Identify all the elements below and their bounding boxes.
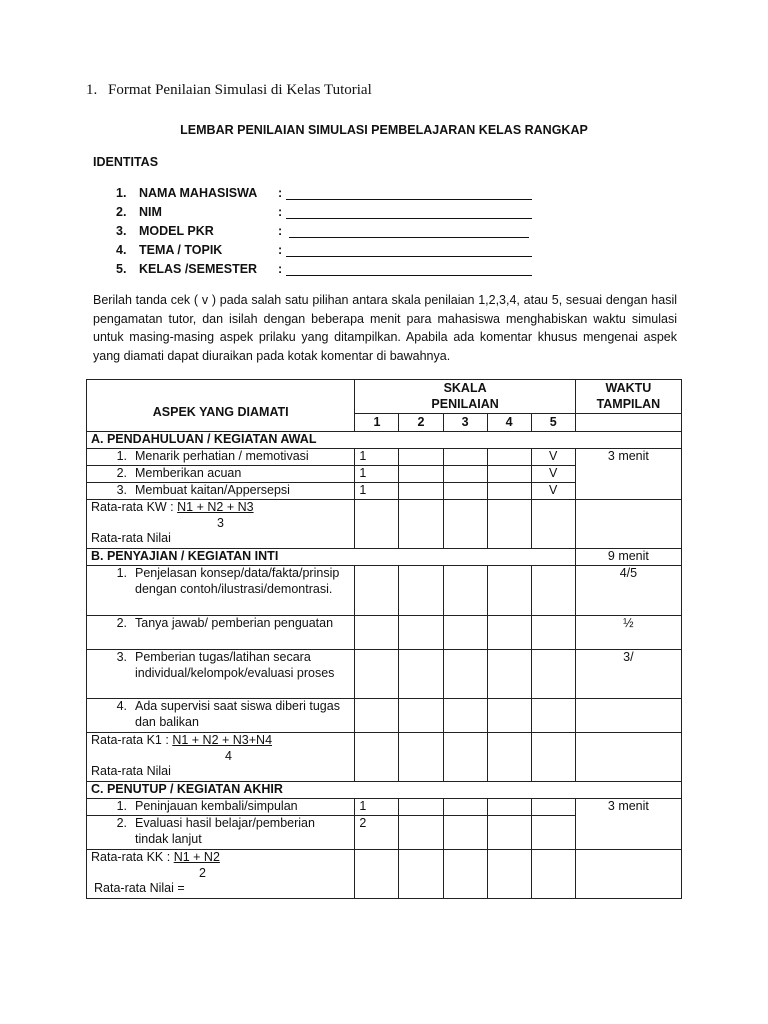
score-cell-1[interactable]: 2 [355,816,399,850]
formula-numerator: N1 + N2 [173,850,220,864]
heading-text: Format Penilaian Simulasi di Kelas Tutorial [108,82,372,98]
score-cell-5[interactable]: V [531,483,575,500]
identity-field-model [116,224,283,242]
score-cell-2[interactable] [399,650,443,699]
table-row [87,850,682,899]
field-colon: : [278,224,283,238]
item-text: Ada supervisi saat siswa diberi tugas dan balikan [135,699,340,729]
item-text: Evaluasi hasil belajar/pemberian tindak lanjut [135,816,315,846]
field-blank-line[interactable] [286,218,532,219]
score-cell-3[interactable] [443,850,487,899]
score-cell-1[interactable] [355,733,399,782]
formula-label: Rata-rata K1 : [91,733,169,747]
header-waktu-line1: WAKTU [605,381,652,395]
aspect-cell [87,799,355,816]
score-cell-2[interactable] [399,483,443,500]
waktu-cell[interactable] [575,850,681,899]
item-number: 4. [116,699,127,713]
item-text: Pemberian tugas/latihan secara individual/kelompok/evaluasi proses [135,650,335,680]
score-cell-2[interactable] [399,466,443,483]
score-cell-5[interactable] [531,733,575,782]
field-number: 3. [116,224,127,238]
aspect-cell [87,566,355,616]
waktu-cell[interactable] [575,699,681,733]
formula-numerator: N1 + N2 + N3 [177,500,254,514]
identity-field-kelas [116,262,283,280]
header-waktu-line2: TAMPILAN [596,396,661,411]
aspect-cell [87,616,355,650]
header-skala [355,380,575,414]
scale-header-3: 3 [443,414,487,432]
item-text: Peninjauan kembali/simpulan [135,799,298,813]
aspect-cell [87,466,355,483]
item-number: 2. [116,466,127,480]
instructions-paragraph: Berilah tanda cek ( v ) pada salah satu pilihan antara skala penilaian 1,2,3,4, atau 5, sesuai dengan hasil pengamatan tutor, dan isilah dengan beberapa menit para mahasiswa menghabiskan waktu simulasi untuk masing-masing aspek prilaku yang ditampilkan. Apabila ada komentar khusus mengenai aspek yang diamati dapat diuraikan pada kotak komentar di bawahnya. [93,293,677,364]
aspect-cell [87,699,355,733]
item-text: Memberikan acuan [135,466,242,480]
table-row [87,449,682,466]
score-cell-5[interactable]: V [531,466,575,483]
field-colon: : [278,205,283,219]
item-text: Membuat kaitan/Appersepsi [135,483,290,497]
score-cell-2[interactable] [399,799,443,816]
score-cell-5[interactable] [531,850,575,899]
header-skala-line2: PENILAIAN [431,396,499,411]
table-row [87,650,682,699]
waktu-cell[interactable]: 3/ [575,650,681,699]
scale-header-4: 4 [487,414,531,432]
scale-header-5: 5 [531,414,575,432]
score-cell-3[interactable] [443,483,487,500]
score-cell-1[interactable] [355,566,399,616]
score-cell-3[interactable] [443,500,487,549]
field-number: 2. [116,205,127,219]
score-cell-4[interactable] [487,566,531,616]
formula-cell-c [87,850,355,899]
item-number: 1. [116,566,127,580]
identity-field-nim [116,205,283,223]
formula-denominator: 4 [225,748,232,763]
score-cell-1[interactable]: 1 [355,466,399,483]
field-label: TEMA / TOPIK [139,243,223,257]
score-cell-1[interactable] [355,616,399,650]
field-colon: : [278,243,283,257]
score-cell-1[interactable]: 1 [355,449,399,466]
empty-cell [575,414,681,432]
score-cell-2[interactable] [399,500,443,549]
formula-numerator: N1 + N2 + N3+N4 [172,733,273,747]
score-cell-3[interactable] [443,566,487,616]
formula-cell-a [87,500,355,549]
item-text: Tanya jawab/ pemberian penguatan [135,616,334,630]
avg-label: Rata-rata Nilai [91,531,171,545]
score-cell-4[interactable] [487,500,531,549]
score-cell-2[interactable] [399,566,443,616]
waktu-cell[interactable]: ½ [575,616,681,650]
item-number: 3. [116,483,127,497]
score-cell-4[interactable] [487,466,531,483]
identitas-label: IDENTITAS [93,155,159,169]
item-text: Menarik perhatian / memotivasi [135,449,309,463]
score-cell-3[interactable] [443,699,487,733]
score-cell-3[interactable] [443,733,487,782]
score-cell-1[interactable]: 1 [355,799,399,816]
score-cell-5[interactable]: V [531,449,575,466]
score-cell-5[interactable] [531,816,575,850]
score-cell-4[interactable] [487,449,531,466]
score-cell-3[interactable] [443,449,487,466]
score-cell-3[interactable] [443,650,487,699]
score-cell-4[interactable] [487,483,531,500]
score-cell-5[interactable] [531,500,575,549]
item-number: 2. [116,616,127,630]
table-row [87,500,682,549]
heading-number: 1. [86,82,98,98]
score-cell-2[interactable] [399,816,443,850]
field-label: KELAS /SEMESTER [139,262,258,276]
header-aspek: ASPEK YANG DIAMATI [87,380,355,432]
section-b-title: B. PENYAJIAN / KEGIATAN INTI [87,549,576,566]
header-skala-line1: SKALA [443,381,487,395]
table-row [87,799,682,816]
waktu-cell[interactable] [575,733,681,782]
waktu-cell[interactable]: 3 menit [575,799,681,850]
aspect-cell [87,483,355,500]
formula-denominator: 3 [217,515,224,530]
field-label: NAMA MAHASISWA [139,186,258,200]
score-cell-3[interactable] [443,816,487,850]
score-cell-3[interactable] [443,616,487,650]
aspect-cell [87,650,355,699]
item-text: Penjelasan konsep/data/fakta/prinsip dengan contoh/ilustrasi/demontrasi. [135,566,340,596]
table-row [87,733,682,782]
formula-label: Rata-rata KW : [91,500,174,514]
assessment-table [86,379,682,899]
identity-field-tema [116,243,283,261]
formula-cell-b [87,733,355,782]
avg-label: Rata-rata Nilai = [94,881,185,895]
score-cell-4[interactable] [487,616,531,650]
table-row [87,616,682,650]
score-cell-4[interactable] [487,650,531,699]
score-cell-2[interactable] [399,699,443,733]
field-blank-line[interactable] [289,237,529,238]
field-number: 5. [116,262,127,276]
score-cell-1[interactable]: 1 [355,483,399,500]
score-cell-2[interactable] [399,850,443,899]
field-number: 1. [116,186,127,200]
score-cell-2[interactable] [399,616,443,650]
item-number: 1. [116,449,127,463]
header-waktu [575,380,681,414]
score-cell-4[interactable] [487,699,531,733]
score-cell-1[interactable] [355,500,399,549]
section-c-title: C. PENUTUP / KEGIATAN AKHIR [87,782,682,799]
field-label: NIM [139,205,162,219]
scale-header-2: 2 [399,414,443,432]
score-cell-4[interactable] [487,799,531,816]
score-cell-4[interactable] [487,850,531,899]
table-row [87,566,682,616]
item-number: 1. [116,799,127,813]
score-cell-3[interactable] [443,466,487,483]
score-cell-5[interactable] [531,799,575,816]
document-title: LEMBAR PENILAIAN SIMULASI PEMBELAJARAN KELAS RANGKAP [180,123,588,137]
section-a-title: A. PENDAHULUAN / KEGIATAN AWAL [87,432,682,449]
score-cell-1[interactable] [355,699,399,733]
score-cell-2[interactable] [399,449,443,466]
aspect-cell [87,449,355,466]
field-colon: : [278,262,283,276]
waktu-cell[interactable]: 4/5 [575,566,681,616]
field-colon: : [278,186,283,200]
score-cell-4[interactable] [487,816,531,850]
waktu-cell[interactable]: 3 menit [575,449,681,500]
table-row [87,699,682,733]
field-blank-line[interactable] [286,199,532,200]
waktu-cell-b-total[interactable]: 9 menit [575,549,681,566]
score-cell-5[interactable] [531,650,575,699]
score-cell-2[interactable] [399,733,443,782]
field-blank-line[interactable] [286,256,532,257]
item-number: 2. [116,816,127,830]
field-label: MODEL PKR [139,224,214,238]
section-heading [86,82,372,99]
formula-denominator: 2 [199,865,206,880]
score-cell-3[interactable] [443,799,487,816]
waktu-cell[interactable] [575,500,681,549]
avg-label: Rata-rata Nilai [91,764,171,778]
score-cell-5[interactable] [531,616,575,650]
score-cell-5[interactable] [531,699,575,733]
score-cell-1[interactable] [355,850,399,899]
field-blank-line[interactable] [286,275,532,276]
field-number: 4. [116,243,127,257]
score-cell-1[interactable] [355,650,399,699]
score-cell-5[interactable] [531,566,575,616]
aspect-cell [87,816,355,850]
item-number: 3. [116,650,127,664]
identity-field-nama [116,186,283,204]
formula-label: Rata-rata KK : [91,850,171,864]
scale-header-1: 1 [355,414,399,432]
score-cell-4[interactable] [487,733,531,782]
